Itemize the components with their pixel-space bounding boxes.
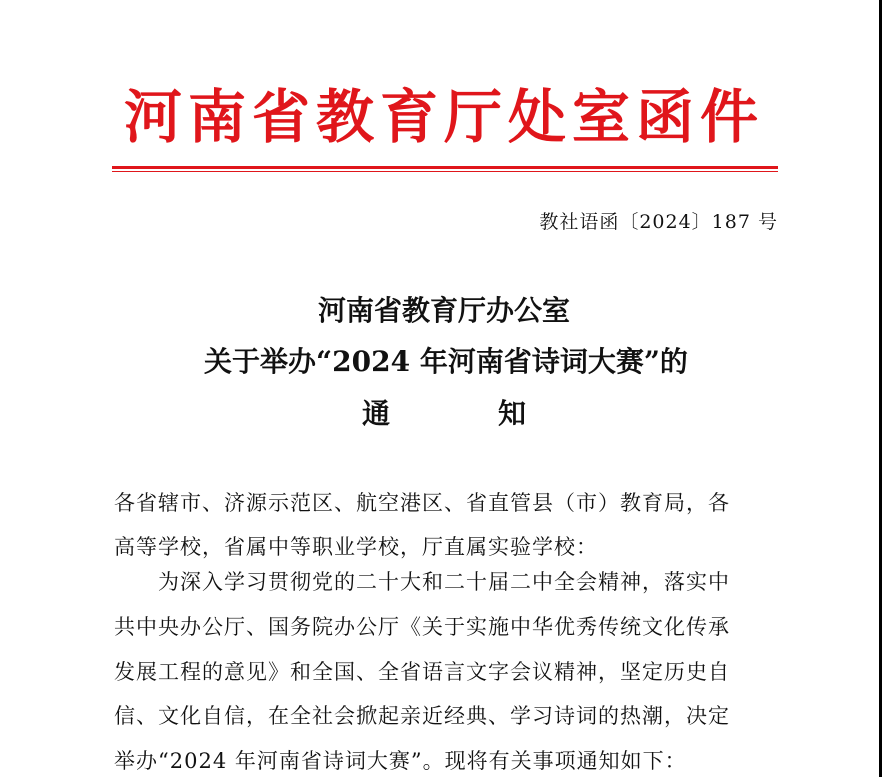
addressees-line-2: 高等学校，省属中等职业学校，厅直属实验学校： (114, 535, 598, 559)
notice-title-line-3 (0, 388, 882, 440)
body-line-4: 信、文化自信，在全社会掀起亲近经典、学习诗词的热潮，决定 (114, 704, 730, 728)
body-line-2: 共中央办公厅、国务院办公厅《关于实施中华优秀传统文化传承 (114, 615, 730, 639)
notice-title-char-zhi: 知 (498, 397, 527, 430)
body-line-3: 发展工程的意见》和全国、全省语言文字会议精神，坚定历史自 (114, 660, 730, 684)
masthead-rule-thick (112, 166, 778, 169)
notice-title-char-tong: 通 (361, 397, 390, 430)
masthead-title: 河南省教育厅处室函件 (123, 83, 764, 151)
addressees-line-1: 各省辖市、济源示范区、航空港区、省直管县（市）教育局，各 (114, 491, 730, 515)
body-line-1: 为深入学习贯彻党的二十大和二十届二中全会精神，落实中 (158, 570, 730, 594)
document-number: 教社语函〔2024〕187 号 (539, 211, 778, 233)
notice-title-line-2: 关于举办“2024 年河南省诗词大赛”的 (204, 345, 688, 378)
body-line-5: 举办“2024 年河南省诗词大赛”。现将有关事项通知如下： (114, 749, 687, 773)
notice-title-line-1: 河南省教育厅办公室 (317, 294, 570, 327)
masthead-rule-thin (112, 171, 778, 172)
